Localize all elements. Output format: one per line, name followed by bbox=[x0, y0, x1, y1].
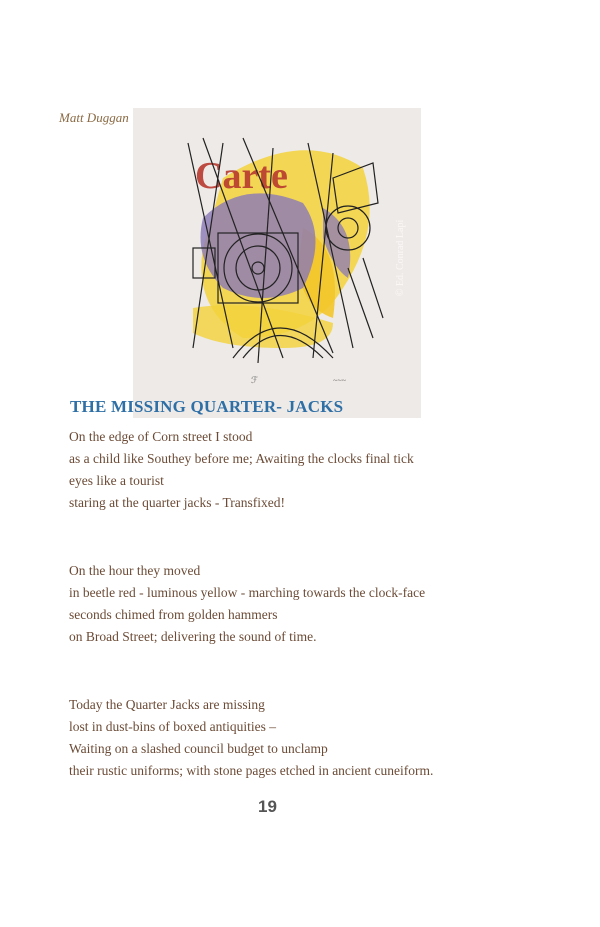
stanza-3 bbox=[69, 694, 433, 782]
poem-line: as a child like Southey before me; Awaiting the clocks final tick bbox=[69, 451, 414, 466]
author-name: Matt Duggan bbox=[59, 110, 129, 125]
poem-line: Waiting on a slashed council budget to unclamp bbox=[69, 741, 328, 756]
poem-line: On the hour they moved bbox=[69, 563, 201, 578]
artwork-inscription: Carte bbox=[195, 155, 288, 197]
poem-line: their rustic uniforms; with stone pages etched in ancient cuneiform. bbox=[69, 763, 434, 778]
svg-text:ℱ: ℱ bbox=[251, 375, 259, 385]
stanza-2 bbox=[69, 560, 425, 648]
poem-title: THE MISSING QUARTER- JACKS bbox=[70, 397, 344, 416]
artwork-image bbox=[133, 108, 421, 418]
page-number: 19 bbox=[258, 797, 277, 816]
poem-line: On the edge of Corn street I stood bbox=[69, 429, 253, 444]
artwork-side-text: © Ed. Conrad Lapi bbox=[395, 219, 406, 297]
svg-text:~~~: ~~~ bbox=[333, 376, 346, 385]
poem-line: eyes like a tourist bbox=[69, 473, 164, 488]
stanza-1 bbox=[69, 426, 414, 514]
poem-line: seconds chimed from golden hammers bbox=[69, 607, 278, 622]
poem-line: Today the Quarter Jacks are missing bbox=[69, 697, 265, 712]
poem-line: on Broad Street; delivering the sound of time. bbox=[69, 629, 317, 644]
poem-line: in beetle red - luminous yellow - marching towards the clock-face bbox=[69, 585, 426, 600]
poem-line: lost in dust-bins of boxed antiquities – bbox=[69, 719, 276, 734]
poem-line: staring at the quarter jacks - Transfixed! bbox=[69, 495, 285, 510]
